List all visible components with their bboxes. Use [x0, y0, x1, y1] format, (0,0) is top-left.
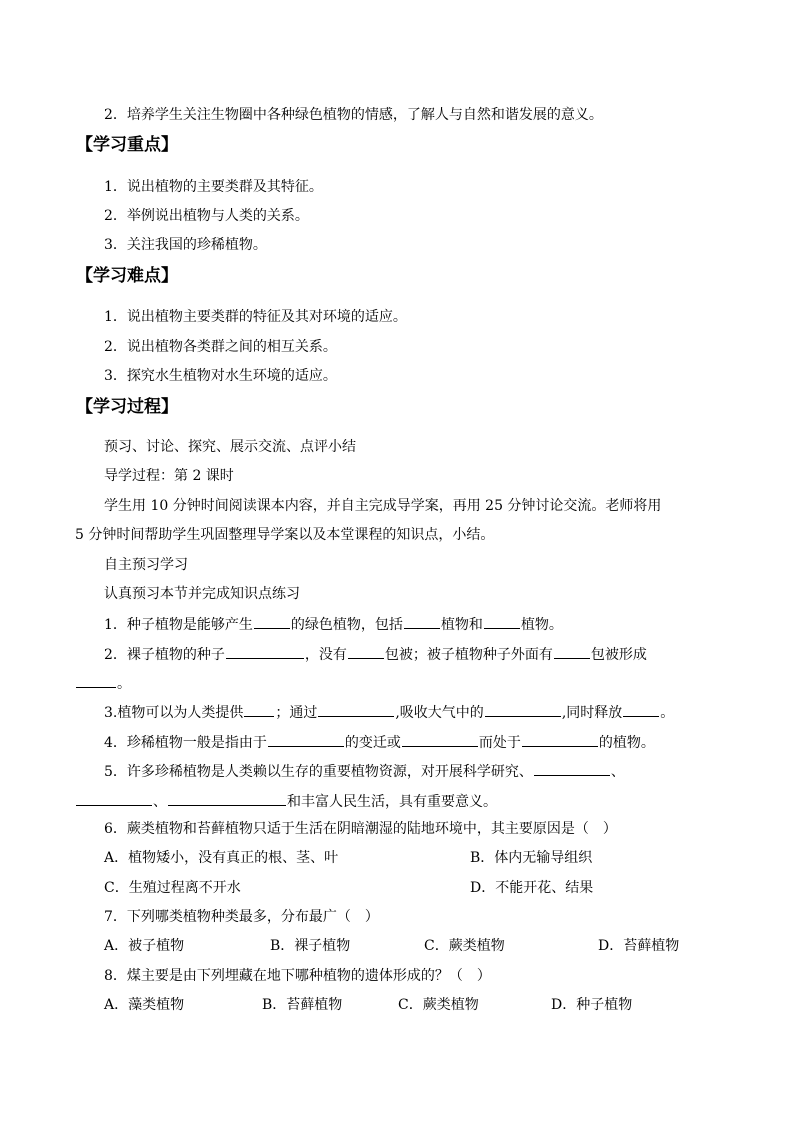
self-study-task: 认真预习本节并完成知识点练习 — [104, 586, 300, 602]
question-5 — [104, 760, 625, 782]
key-point-2: 2．举例说出植物与人类的关系。 — [104, 208, 309, 224]
q7-option-b[interactable]: B．裸子植物 — [270, 938, 351, 954]
difficulty-3: 3．探究水生植物对水生环境的适应。 — [104, 368, 337, 384]
q1-text-d: 植物。 — [520, 617, 563, 633]
q5-blank-3[interactable] — [168, 790, 286, 806]
q3-blank-1[interactable] — [244, 701, 274, 717]
q5-text-b: 、 — [610, 764, 625, 780]
q4-blank-1[interactable] — [268, 731, 344, 747]
q8-option-b[interactable]: B．苔藓植物 — [262, 997, 343, 1013]
q5-blank-1[interactable] — [534, 760, 610, 776]
q7-option-a[interactable]: A．被子植物 — [104, 938, 185, 954]
difficulty-2: 2．说出植物各类群之间的相互关系。 — [104, 339, 337, 355]
q3-blank-4[interactable] — [623, 701, 659, 717]
q3-text-b: ；通过 — [275, 705, 318, 721]
key-point-3: 3．关注我国的珍稀植物。 — [104, 237, 267, 253]
q8-option-d[interactable]: D．种子植物 — [551, 997, 633, 1013]
q2-text-a: 2．裸子植物的种子 — [104, 647, 225, 663]
key-point-1: 1．说出植物的主要类群及其特征。 — [104, 179, 323, 195]
question-8-stem: 8．煤主要是由下列埋藏在地下哪种植物的遗体形成的？（ ） — [104, 968, 491, 984]
q5-text-a: 5．许多珍稀植物是人类赖以生存的重要植物资源，对开展科学研究、 — [104, 764, 533, 780]
question-4 — [104, 731, 655, 753]
q1-blank-1[interactable] — [254, 613, 290, 629]
q4-text-c: 而处于 — [478, 735, 521, 751]
self-study-label: 自主预习学习 — [104, 557, 188, 573]
q6-option-b[interactable]: B．体内无输导组织 — [470, 850, 593, 866]
q5-text-c: 、 — [153, 794, 167, 810]
process-intro-line-2: 5 分钟时间帮助学生巩固整理导学案以及本堂课程的知识点，小结。 — [75, 527, 495, 543]
q4-text-a: 4．珍稀植物一般是指由于 — [104, 735, 267, 751]
q5-text-d: 和丰富人民生活，具有重要意义。 — [287, 794, 497, 810]
q1-blank-3[interactable] — [484, 613, 520, 629]
question-7-stem: 7．下列哪类植物种类最多，分布最广（ ） — [104, 909, 379, 925]
question-5-cont — [75, 790, 497, 812]
q7-option-c[interactable]: C．蕨类植物 — [424, 938, 505, 954]
q8-option-c[interactable]: C．蕨类植物 — [398, 997, 479, 1013]
process-lesson: 导学过程：第 2 课时 — [104, 468, 234, 484]
q4-text-d: 的植物。 — [598, 735, 655, 751]
q3-text-c: ,吸收大气中的 — [395, 705, 484, 721]
q1-text-b: 的绿色植物，包括 — [290, 617, 403, 633]
q8-option-a[interactable]: A．藻类植物 — [104, 997, 185, 1013]
q2-text-c: 包被；被子植物种子外面有 — [384, 647, 553, 663]
q5-blank-2[interactable] — [76, 790, 152, 806]
question-3 — [104, 701, 674, 723]
q2-text-d: 包被形成 — [590, 647, 647, 663]
process-intro-line-1: 学生用 10 分钟时间阅读课本内容，并自主完成导学案，再用 25 分钟讨论交流。老师将用 — [104, 498, 662, 514]
question-1 — [104, 613, 563, 635]
q3-blank-3[interactable] — [485, 701, 561, 717]
question-6-stem: 6．蕨类植物和苔藓植物只适于生活在阴暗潮湿的陆地环境中，其主要原因是（ ） — [104, 821, 617, 837]
question-2-cont — [75, 672, 131, 694]
q3-text-a: 3.植物可以为人类提供 — [104, 705, 244, 721]
q2-blank-2[interactable] — [348, 643, 384, 659]
q2-text-e: 。 — [117, 676, 131, 692]
q2-blank-4[interactable] — [76, 672, 116, 688]
q1-text-a: 1．种子植物是能够产生 — [104, 617, 253, 633]
q6-option-c[interactable]: C．生殖过程离不开水 — [104, 880, 241, 896]
q3-blank-2[interactable] — [318, 701, 394, 717]
q4-blank-2[interactable] — [402, 731, 478, 747]
q2-blank-3[interactable] — [554, 643, 590, 659]
process-methods: 预习、讨论、探究、展示交流、点评小结 — [104, 439, 356, 455]
q2-blank-1[interactable] — [226, 643, 304, 659]
q1-text-c: 植物和 — [440, 617, 483, 633]
key-points-heading: 【学习重点】 — [76, 135, 178, 155]
q1-blank-2[interactable] — [404, 613, 440, 629]
difficulty-1: 1．说出植物主要类群的特征及其对环境的适应。 — [104, 309, 407, 325]
q2-text-b: ，没有 — [304, 647, 347, 663]
q4-blank-3[interactable] — [522, 731, 598, 747]
q4-text-b: 的变迁或 — [344, 735, 401, 751]
q7-option-d[interactable]: D．苔藓植物 — [598, 938, 680, 954]
q6-option-d[interactable]: D．不能开花、结果 — [470, 880, 594, 896]
q3-text-e: 。 — [660, 705, 675, 721]
q3-text-d: ,同时释放 — [561, 705, 623, 721]
difficulties-heading: 【学习难点】 — [76, 266, 178, 286]
objective-2: 2．培养学生关注生物圈中各种绿色植物的情感，了解人与自然和谐发展的意义。 — [104, 107, 603, 123]
question-2 — [104, 643, 647, 665]
process-heading: 【学习过程】 — [76, 397, 178, 417]
q6-option-a[interactable]: A．植物矮小，没有真正的根、茎、叶 — [104, 850, 339, 866]
